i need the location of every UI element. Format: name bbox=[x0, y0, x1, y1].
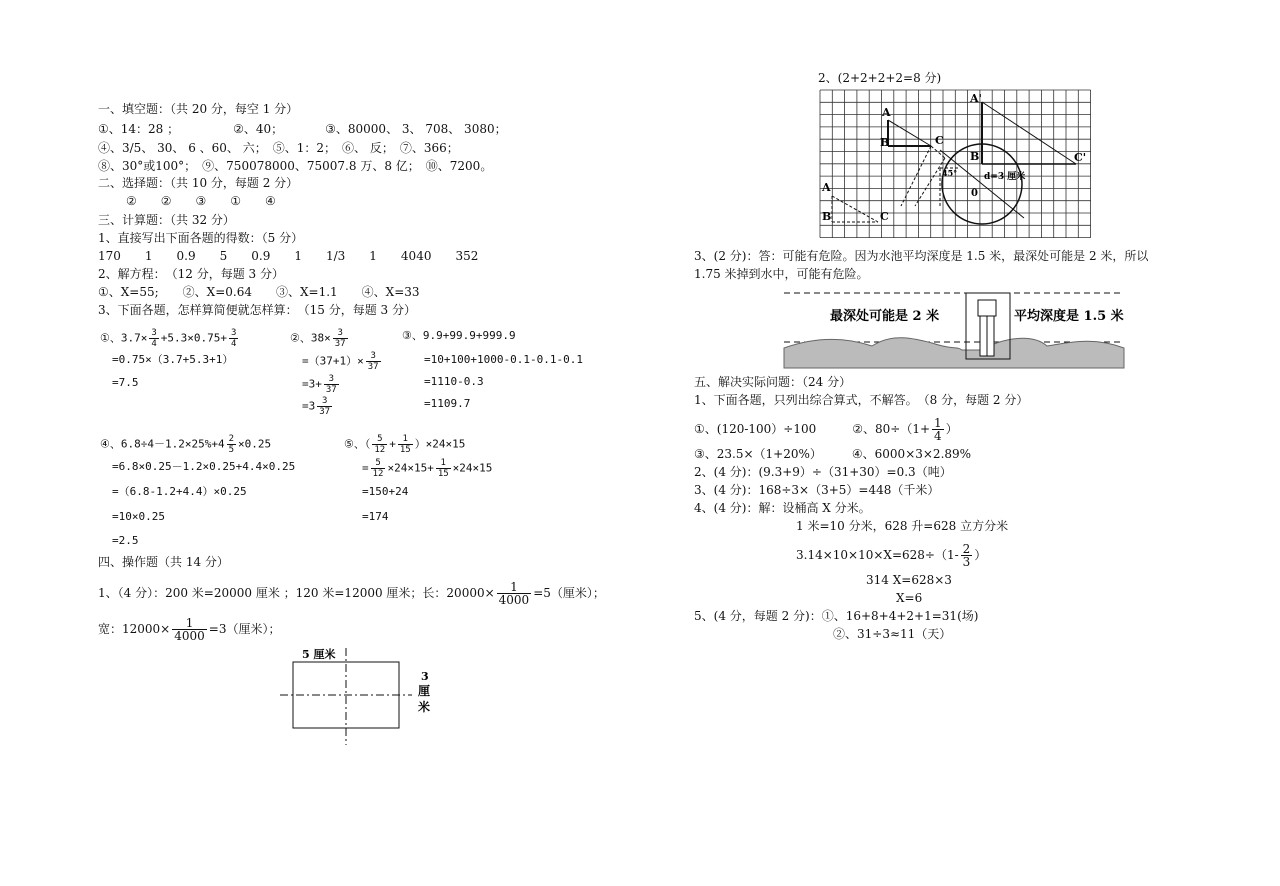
calc-1-line-1: ①、3.7× $\frac{3}{4}$ +5.3×0.75+ $\frac{3}{4}$ bbox=[100, 328, 237, 349]
rect-side-label-3: 米 bbox=[418, 700, 431, 714]
s2-answers: ② ② ③ ① ④ bbox=[126, 194, 276, 208]
calc-3-line-3: =1110-0.3 bbox=[424, 375, 484, 388]
label-C-prime: C' bbox=[1074, 151, 1087, 164]
label-origin: 0 bbox=[971, 188, 978, 199]
pool-illustration bbox=[782, 288, 1126, 370]
section-3-title: 三、计算题：（共 32 分） bbox=[98, 213, 235, 227]
grid-figure bbox=[818, 88, 1092, 240]
s3-q1: 1、直接写出下面各题的得数：（5 分） bbox=[98, 231, 304, 245]
s5-q1-row-1: ①、(120-100）÷100 ②、80÷（1+ $\frac{1}{4}$ ） bbox=[694, 416, 958, 443]
section-2-title: 二、选择题：（共 10 分，每题 2 分） bbox=[98, 176, 299, 190]
pool-deepest-label: 最深处可能是 2 米 bbox=[830, 309, 940, 324]
label-A: A bbox=[882, 106, 891, 119]
calc-2-line-3: =3+ $\frac{3}{37}$ bbox=[302, 374, 337, 395]
label-45deg: 45° bbox=[942, 168, 958, 178]
label-B-center: B bbox=[970, 150, 980, 163]
section-4-title: 四、操作题（共 14 分） bbox=[98, 555, 229, 569]
s1-row-1: ①、14：28 ； ②、40； ③、80000、 3、 708、 3080； bbox=[98, 122, 507, 136]
s1-row-2: ④、3/5、 30、 6 、60、 六； ⑤、1：2； ⑥、 反； ⑦、366； bbox=[98, 141, 459, 155]
label-B: B bbox=[880, 136, 890, 149]
s1-row-3: ⑧、30°或100°； ⑨、750078000、75007.8 万、8 亿； ⑩、7200。 bbox=[98, 159, 493, 173]
calc-5-line-1: ⑤、（ $\frac{5}{12}$ + $\frac{1}{15}$ ）×24×15 bbox=[344, 434, 466, 455]
s3-q2-answers: ①、X=55; ②、X=0.64 ③、X=1.1 ④、X=33 bbox=[98, 285, 420, 299]
label-C-lower: C bbox=[880, 210, 889, 223]
calc-1-line-2: =0.75×（3.7+5.3+1） bbox=[112, 353, 234, 366]
s3-q2: 2、解方程： （12 分，每题 3 分） bbox=[98, 267, 284, 281]
s5-q1: 1、下面各题，只列出综合算式，不解答。 （8 分，每题 2 分） bbox=[694, 393, 1029, 407]
calc-3-line-2: =10+100+1000-0.1-0.1-0.1 bbox=[424, 353, 583, 366]
s5-q5: 5、(4 分，每题 2 分)：①、16+8+4+2+1=31(场) bbox=[694, 609, 979, 623]
calc-4-line-5: =2.5 bbox=[112, 534, 139, 547]
calc-2-line-1: ②、38× $\frac{3}{37}$ bbox=[290, 328, 346, 349]
s5-q4-line-4: X=6 bbox=[896, 591, 923, 605]
s5-q2: 2、(4 分)：(9.3+9）÷（31+30）=0.3（吨） bbox=[694, 465, 952, 479]
s5-q3: 3、(4 分)：168÷3×（3+5）=448（千米） bbox=[694, 483, 940, 497]
rect-top-label: 5 厘米 bbox=[302, 648, 336, 661]
rect-side-label-2: 厘 bbox=[418, 684, 431, 698]
rect-side-label-1: 3 bbox=[421, 670, 429, 683]
calc-4-line-3: =（6.8-1.2+4.4）×0.25 bbox=[112, 485, 247, 498]
scale-rectangle-drawing bbox=[270, 644, 450, 749]
s5-q4-line-3: 314 X=628×3 bbox=[866, 573, 952, 587]
label-diameter: d=3 厘米 bbox=[984, 172, 1026, 182]
s5-q1-row-2: ③、23.5×（1+20%） ④、6000×3×2.89% bbox=[694, 447, 972, 461]
s3-q3: 3、下面各题，怎样算简便就怎样算： （15 分，每题 3 分） bbox=[98, 303, 416, 317]
calc-2-line-2: =（37+1）× $\frac{3}{37}$ bbox=[302, 351, 379, 372]
calc-4-line-1: ④、6.8÷4－1.2×25%+4 $\frac{2}{5}$ ×0.25 bbox=[100, 434, 272, 455]
section-5-title: 五、解决实际问题：（24 分） bbox=[694, 375, 852, 389]
q3-line-1: 3、(2 分)：答：可能有危险。因为水池平均深度是 1.5 米，最深处可能是 2 米，所以 bbox=[694, 249, 1149, 263]
label-A-prime: A' bbox=[970, 92, 982, 105]
s4-q1-line-1: 1、（4 分）：200 米=20000 厘米 ；120 米=12000 厘米；长：20000× $\frac{1}{4000}$ =5（厘米）； bbox=[98, 580, 605, 607]
q3-line-2: 1.75 米掉到水中，可能有危险。 bbox=[694, 267, 869, 281]
calc-5-line-4: =174 bbox=[362, 510, 389, 523]
s5-q4-line-2: 3.14×10×10×X=628÷（1- $\frac{2}{3}$ ） bbox=[796, 542, 987, 569]
s4-q1-line-2: 宽：12000× $\frac{1}{4000}$ =3（厘米）； bbox=[98, 616, 281, 643]
section-1-title: 一、填空题：（共 20 分，每空 1 分） bbox=[98, 102, 299, 116]
label-B-lower: B bbox=[822, 210, 832, 223]
q2-title: 2、(2+2+2+2=8 分) bbox=[818, 71, 942, 85]
calc-3-line-4: =1109.7 bbox=[424, 397, 471, 410]
s5-q4: 4、(4 分)：解：设桶高 X 分米。 bbox=[694, 501, 871, 515]
s3-q1-answers: 170 1 0.9 5 0.9 1 1/3 1 4040 352 bbox=[98, 249, 479, 263]
calc-4-line-4: =10×0.25 bbox=[112, 510, 165, 523]
label-A-lower: A bbox=[822, 181, 831, 194]
calc-3-line-1: ③、9.9+99.9+999.9 bbox=[402, 329, 516, 342]
s5-q5-line-2: ②、31÷3≈11（天） bbox=[833, 627, 952, 641]
pool-average-label: 平均深度是 1.5 米 bbox=[1014, 309, 1124, 324]
calc-2-line-4: =3 $\frac{3}{37}$ bbox=[302, 396, 331, 417]
calc-4-line-2: =6.8×0.25－1.2×0.25+4.4×0.25 bbox=[112, 460, 296, 473]
calc-5-line-2: = $\frac{5}{12}$ ×24×15+ $\frac{1}{15}$ ×24×15 bbox=[362, 458, 493, 479]
calc-1-line-3: =7.5 bbox=[112, 376, 139, 389]
s5-q4-line-1: 1 米=10 分米，628 升=628 立方分米 bbox=[796, 519, 1009, 533]
label-C: C bbox=[935, 134, 944, 147]
calc-5-line-3: =150+24 bbox=[362, 485, 409, 498]
